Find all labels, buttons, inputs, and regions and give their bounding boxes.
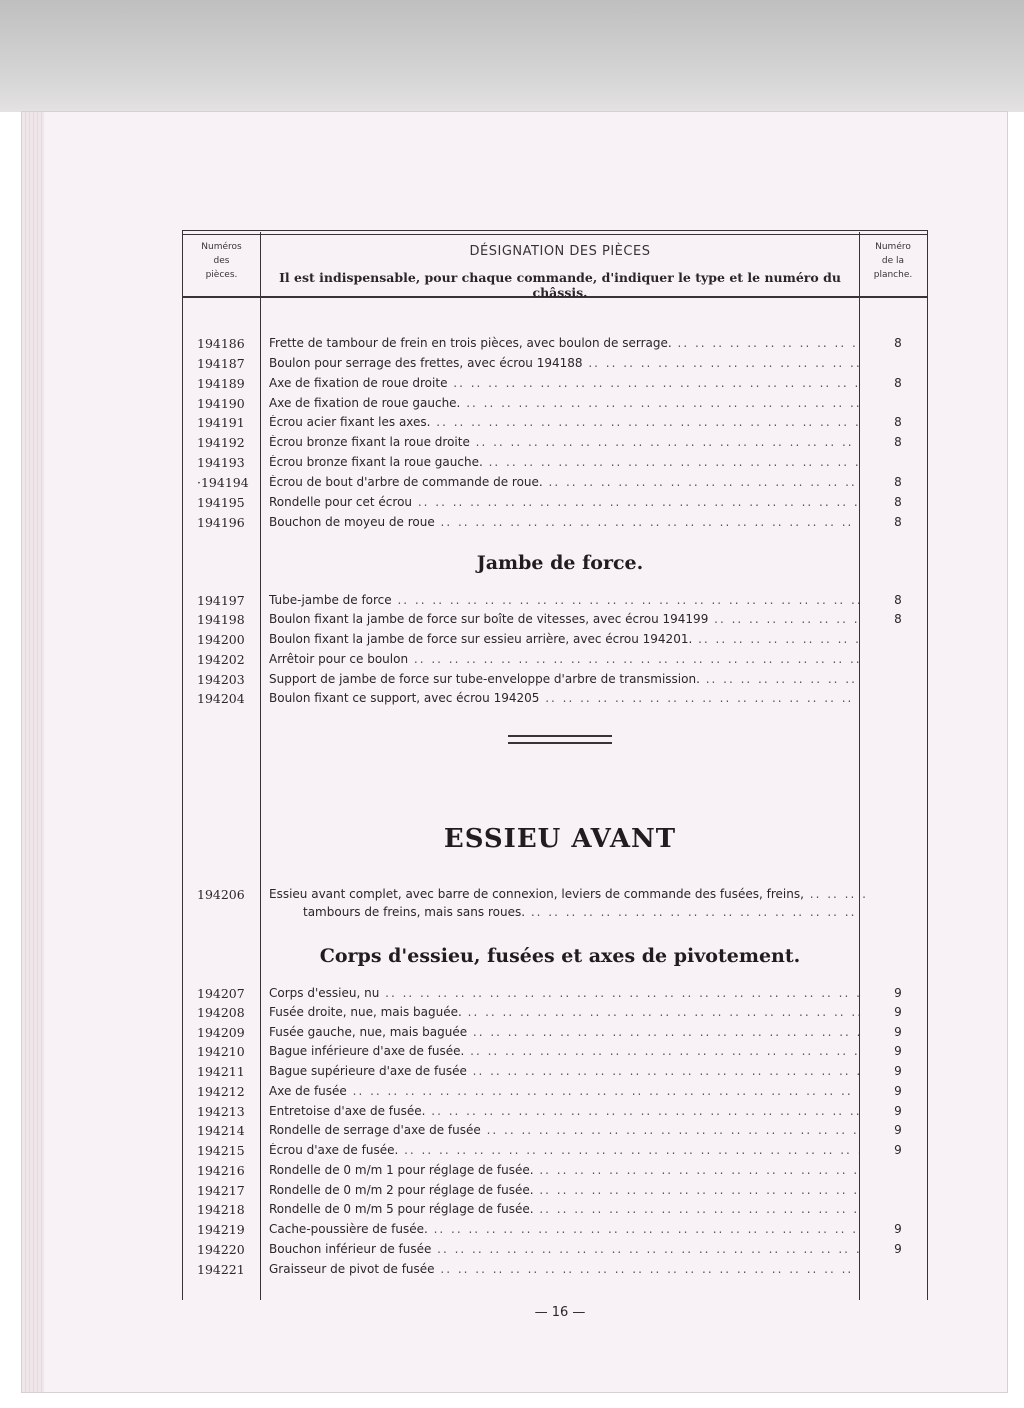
table-row [183, 887, 926, 907]
table-row [183, 1025, 926, 1045]
table-row [183, 495, 926, 515]
scanner-background [0, 0, 1024, 112]
part-number: 194197 [197, 593, 245, 608]
part-description: Boulon fixant la jambe de force sur essieu arrière, avec écrou 194201. .. .. [269, 632, 859, 646]
plate-number: 9 [894, 1025, 902, 1039]
table-row [183, 1084, 926, 1104]
plate-number: 9 [894, 1064, 902, 1078]
section-heading-essieu: ESSIEU AVANT [443, 824, 677, 854]
table-row [183, 1242, 926, 1262]
table-row [183, 612, 926, 632]
plate-number: 9 [894, 1044, 902, 1058]
table-row [183, 1123, 926, 1143]
header-text: des [213, 256, 230, 266]
table-row [183, 672, 926, 692]
part-description: Rondelle de serrage d'axe de fusée .. .. [269, 1123, 859, 1137]
table-row [183, 593, 926, 613]
part-description: tambours de freins, mais sans roues. .. .. [303, 905, 859, 919]
part-description: Boulon pour serrage des frettes, avec écrou 194188 .. .. [269, 356, 859, 370]
part-number: 194198 [197, 612, 245, 627]
part-description: Axe de fusée .. .. [269, 1084, 859, 1098]
part-number: 194215 [197, 1143, 245, 1158]
part-number: 194214 [197, 1123, 245, 1138]
part-description: Entretoise d'axe de fusée. .. .. [269, 1104, 859, 1118]
part-number: 194191 [197, 415, 245, 430]
table-row [183, 1222, 926, 1242]
part-number: 194219 [197, 1222, 245, 1237]
table-row [183, 415, 926, 435]
plate-number: 9 [894, 1242, 902, 1256]
header-text: de la [881, 256, 905, 266]
part-description: Axe de fixation de roue gauche. .. .. [269, 396, 859, 410]
part-description: Arrêtoir pour ce boulon .. .. [269, 652, 859, 666]
plate-number: 8 [894, 336, 902, 350]
plate-number: 8 [894, 593, 902, 607]
part-number: 194195 [197, 495, 245, 510]
page-stack-edges [22, 112, 44, 1392]
plate-number: 8 [894, 435, 902, 449]
part-description: Écrou bronze fixant la roue droite .. .. [269, 435, 859, 449]
part-description: Cache-poussière de fusée. .. .. [269, 1222, 859, 1236]
part-description: Graisseur de pivot de fusée .. .. [269, 1262, 859, 1276]
part-number: 194193 [197, 455, 245, 470]
table-row [183, 1262, 926, 1282]
table-row [183, 632, 926, 652]
header-plate-number [860, 240, 926, 282]
part-number: 194203 [197, 672, 245, 687]
table-row [183, 336, 926, 356]
part-description: Axe de fixation de roue droite .. .. [269, 376, 859, 390]
part-description: Rondelle de 0 m/m 2 pour réglage de fusée. .. .. [269, 1183, 859, 1197]
part-number: 194212 [197, 1084, 245, 1099]
part-number: 194216 [197, 1163, 245, 1178]
part-number: 194211 [197, 1064, 245, 1079]
plate-number: 8 [894, 376, 902, 390]
header-notice: Il est indispensable, pour chaque commande, d'indiquer le type et le numéro du châssis. [279, 270, 841, 300]
section-divider [508, 735, 612, 744]
header-title: DÉSIGNATION DES PIÈCES [469, 244, 651, 259]
table-top-rule [182, 230, 928, 235]
part-number: 194221 [197, 1262, 245, 1277]
part-number: 194217 [197, 1183, 245, 1198]
plate-number: 9 [894, 1143, 902, 1157]
plate-number: 8 [894, 415, 902, 429]
plate-number: 9 [894, 1084, 902, 1098]
part-number: 194204 [197, 691, 245, 706]
table-row [183, 1044, 926, 1064]
part-description: Tube-jambe de force .. .. [269, 593, 859, 607]
part-number: 194209 [197, 1025, 245, 1040]
table-row [183, 515, 926, 535]
table-row [183, 376, 926, 396]
part-description: Écrou bronze fixant la roue gauche. .. .. [269, 455, 859, 469]
table-row [183, 652, 926, 672]
plate-number: 9 [894, 1222, 902, 1236]
part-number: 194213 [197, 1104, 245, 1119]
part-number: 194187 [197, 356, 245, 371]
part-number: 194196 [197, 515, 245, 530]
header-text: pièces. [205, 270, 238, 280]
part-description: Bouchon de moyeu de roue .. .. [269, 515, 859, 529]
part-description: Boulon fixant la jambe de force sur boîte de vitesses, avec écrou 194199 .. .. [269, 612, 859, 626]
table-row [183, 396, 926, 416]
table-row [183, 1005, 926, 1025]
part-description: Rondelle de 0 m/m 5 pour réglage de fusée. .. .. [269, 1202, 859, 1216]
part-description: Corps d'essieu, nu .. .. [269, 986, 859, 1000]
part-description: Bouchon inférieur de fusée .. .. [269, 1242, 859, 1256]
table-row [183, 1163, 926, 1183]
section-heading-jambe: Jambe de force. [476, 552, 644, 574]
header-part-numbers [183, 240, 260, 282]
section-heading-corps: Corps d'essieu, fusées et axes de pivotement. [319, 945, 801, 967]
part-description: Bague inférieure d'axe de fusée. .. .. [269, 1044, 859, 1058]
table-row [183, 1104, 926, 1124]
plate-number: 9 [894, 1005, 902, 1019]
table-row [183, 356, 926, 376]
part-number: 194208 [197, 1005, 245, 1020]
plate-number: 8 [894, 495, 902, 509]
part-description: Écrou d'axe de fusée. .. .. [269, 1143, 859, 1157]
plate-number: 9 [894, 1104, 902, 1118]
part-number: 194186 [197, 336, 245, 351]
part-description: Rondelle de 0 m/m 1 pour réglage de fusée. .. .. [269, 1163, 859, 1177]
part-description: Boulon fixant ce support, avec écrou 194205 .. .. [269, 691, 859, 705]
plate-number: 9 [894, 1123, 902, 1137]
page-number: — 16 — [534, 1305, 586, 1320]
header-text: Numéro [875, 242, 911, 252]
part-description: Frette de tambour de frein en trois pièces, avec boulon de serrage. .. .. [269, 336, 859, 350]
part-number: 194206 [197, 887, 245, 902]
part-description: Écrou de bout d'arbre de commande de roue. .. .. [269, 475, 859, 489]
part-description: Fusée gauche, nue, mais baguée .. .. [269, 1025, 859, 1039]
table-row [183, 1202, 926, 1222]
table-row [183, 1183, 926, 1203]
table-row [183, 691, 926, 711]
table-row [183, 455, 926, 475]
part-description: Support de jambe de force sur tube-enveloppe d'arbre de transmission. .. .. [269, 672, 859, 686]
part-number: 194210 [197, 1044, 245, 1059]
part-number: 194207 [197, 986, 245, 1001]
part-number: ·194194 [197, 475, 249, 490]
plate-number: 8 [894, 612, 902, 626]
part-number: 194202 [197, 652, 245, 667]
part-description: Fusée droite, nue, mais baguée. .. .. [269, 1005, 859, 1019]
part-number: 194220 [197, 1242, 245, 1257]
plate-number: 8 [894, 475, 902, 489]
part-number: 194192 [197, 435, 245, 450]
part-description: Rondelle pour cet écrou .. .. [269, 495, 859, 509]
plate-number: 8 [894, 515, 902, 529]
table-row [183, 1143, 926, 1163]
table-row [183, 986, 926, 1006]
header-text: Numéros [201, 242, 242, 252]
table-row [183, 475, 926, 495]
table-row-continuation [183, 905, 926, 925]
part-number: 194200 [197, 632, 245, 647]
part-description: Essieu avant complet, avec barre de connexion, leviers de commande des fusées, freins, .. .. [269, 887, 869, 901]
part-number: 194190 [197, 396, 245, 411]
table-row [183, 435, 926, 455]
header-text: planche. [873, 270, 913, 280]
part-number: 194218 [197, 1202, 245, 1217]
part-number: 194189 [197, 376, 245, 391]
plate-number: 9 [894, 986, 902, 1000]
table-row [183, 1064, 926, 1084]
part-description: Écrou acier fixant les axes. .. .. [269, 415, 859, 429]
part-description: Bague supérieure d'axe de fusée .. .. [269, 1064, 859, 1078]
